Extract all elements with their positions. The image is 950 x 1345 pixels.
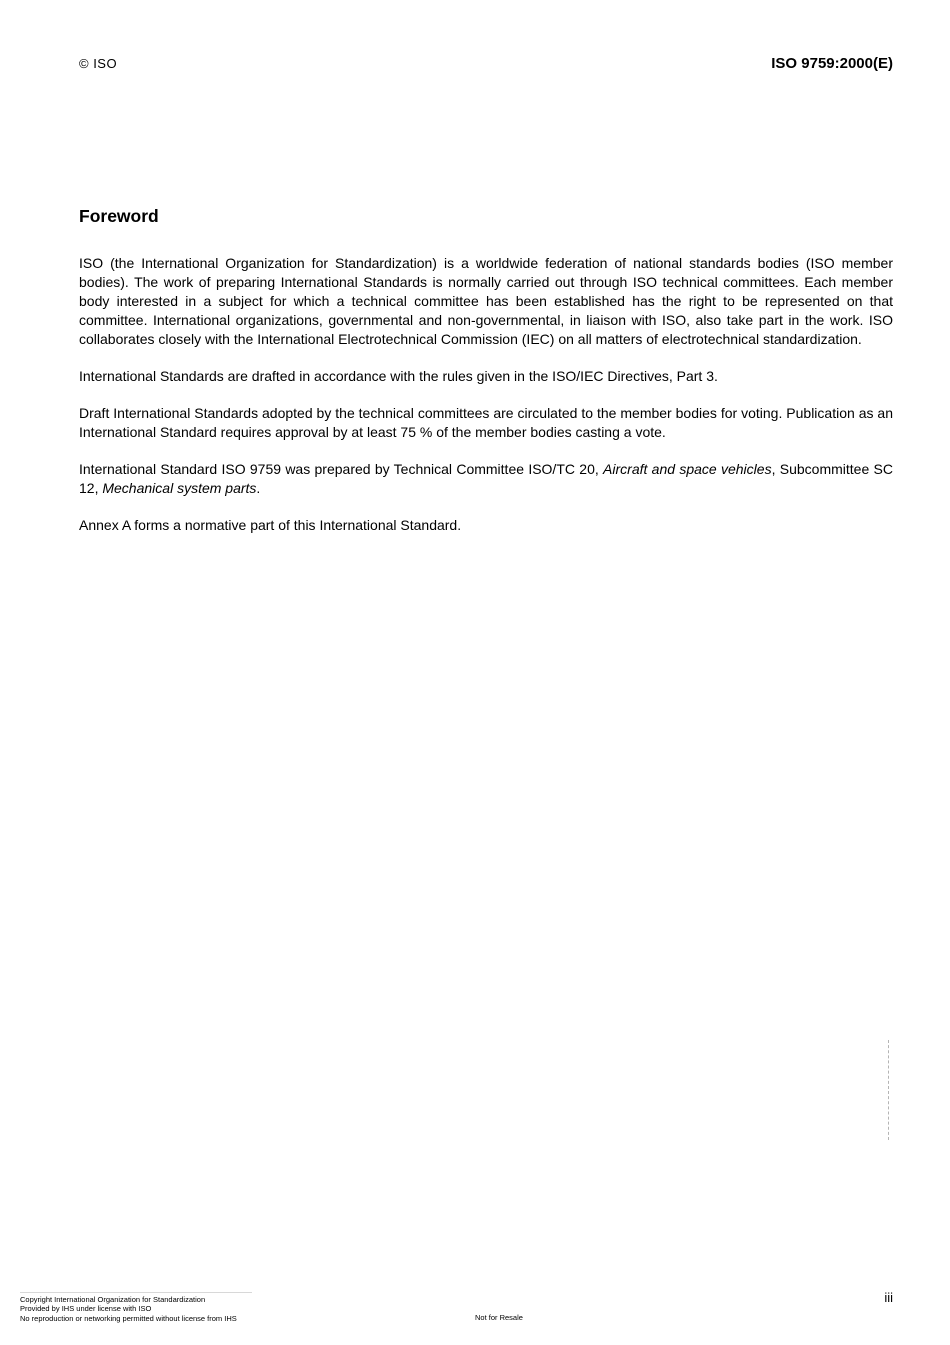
vertical-dashed-mark bbox=[888, 1040, 889, 1140]
paragraph-committee bbox=[79, 460, 893, 498]
page-number: iii bbox=[884, 1290, 893, 1305]
paragraph-segment: International Standard ISO 9759 was prepared by Technical Committee ISO/TC 20, bbox=[79, 461, 604, 477]
footer-license-line: Provided by IHS under license with ISO bbox=[20, 1304, 152, 1313]
footer-copyright-block bbox=[20, 1292, 252, 1324]
document-body bbox=[79, 206, 893, 535]
not-for-resale-label: Not for Resale bbox=[475, 1313, 523, 1322]
doc-reference: ISO 9759:2000(E) bbox=[771, 55, 893, 72]
paragraph-segment: , Subcommittee SC 12, bbox=[79, 461, 893, 496]
paragraph-draft-voting: Draft International Standards adopted by the technical committees are circulated to the member bodies for voting. Publication as an International Standard requires approval by at least 75 % of the member bodies casting a vote. bbox=[79, 405, 893, 440]
italic-term-aircraft: Aircraft and space vehicles bbox=[603, 461, 772, 477]
paragraph-segment: . bbox=[256, 480, 261, 496]
section-heading-foreword: Foreword bbox=[79, 206, 159, 226]
footer-copyright-line: Copyright International Organization for Standardization bbox=[20, 1294, 206, 1304]
paragraph-directives: International Standards are drafted in accordance with the rules given in the ISO/IEC Directives, Part 3. bbox=[79, 368, 718, 384]
copyright-mark: © ISO bbox=[79, 56, 118, 71]
italic-term-mechanical: Mechanical system parts bbox=[102, 480, 257, 496]
paragraph-annex: Annex A forms a normative part of this International Standard. bbox=[79, 517, 462, 533]
footer-reproduction-line: No reproduction or networking permitted without license from IHS bbox=[20, 1313, 237, 1323]
page-header bbox=[79, 55, 893, 72]
paragraph-iso-federation: ISO (the International Organization for Standardization) is a worldwide federation of national standards bodies (ISO member bodies). The work of preparing International Standards is normally carried out through ISO technical committees. Each member body interested in a subject for which a technical committee has been established has the right to be represented on that committee. International organizations, governmental and non-governmental, in liaison with ISO, also take part in the work. ISO collaborates closely with the International Electrotechnical Commission (IEC) on all matters of electrotechnical standardization. bbox=[79, 255, 893, 347]
